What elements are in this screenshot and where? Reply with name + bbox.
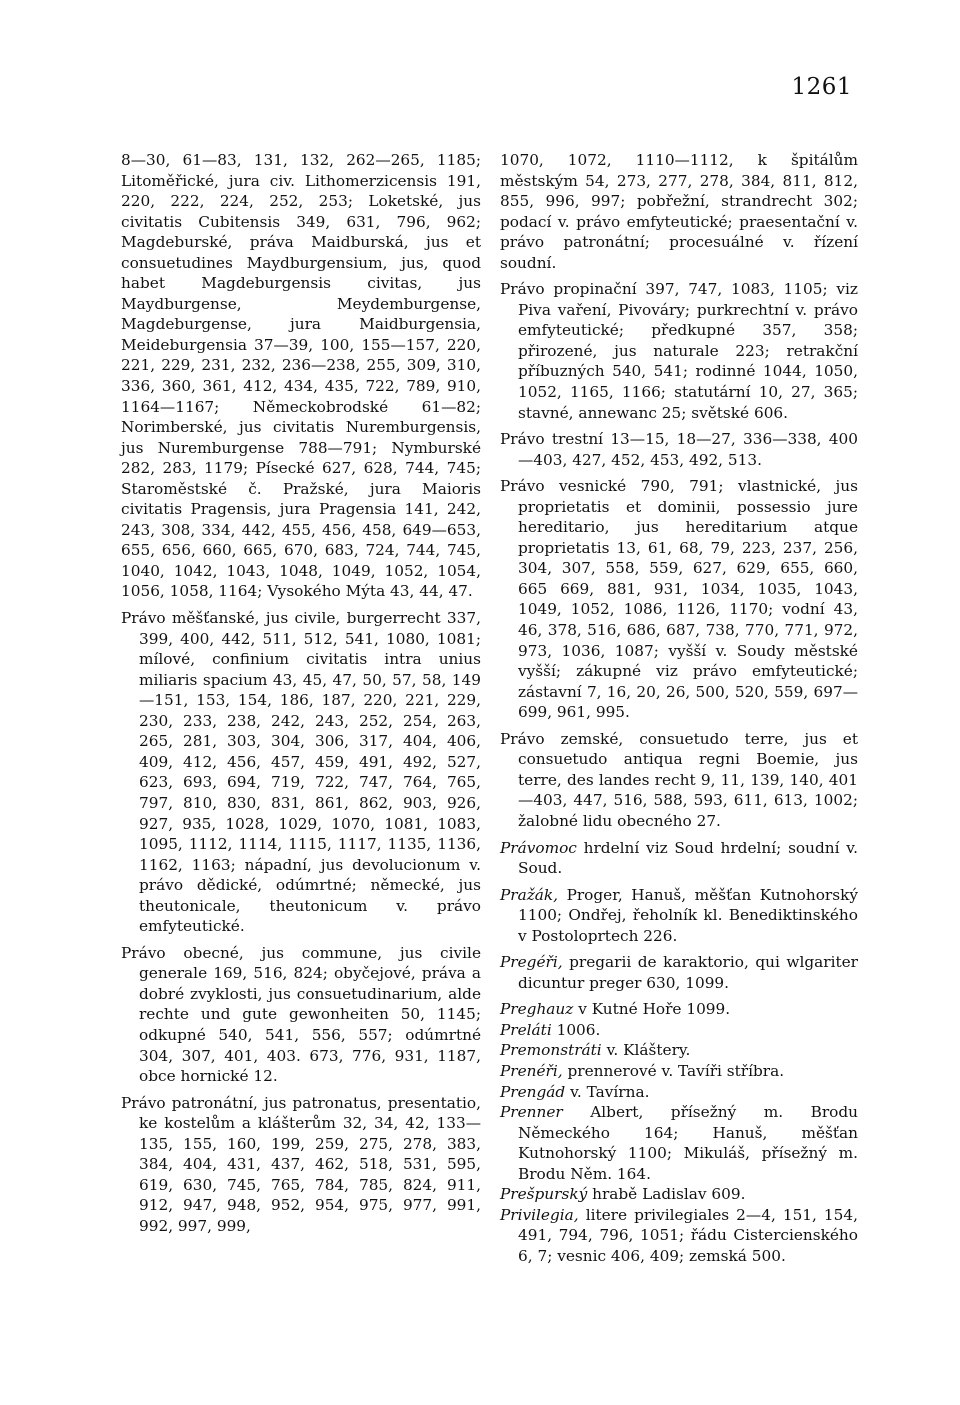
entry-text: zemské, consuetudo terre, jus et consuetudo antiqua regni Boemie, jus terre, des landes recht 9, 11, 139, 140, 401—403, 447, 516, 588, 593, 611, 613, 1002; žalobné lidu obecného 27.: [518, 729, 858, 830]
entry-text: litere privilegiales 2—4, 151, 154, 491, 794, 796, 1051; řádu Cistercienského 6, 7; vesnic 406, 409; zemská 500.: [518, 1205, 858, 1265]
entry-headword: Právo: [500, 729, 545, 748]
entry-headword: Právo: [500, 280, 545, 299]
entry-text: vesnické 790, 791; vlastnické, jus proprietatis et dominii, possessio jure hereditario, jus hereditarium atque proprietatis 13, 61, 68, 79, 223, 237, 256, 304, 307, 558, 559, 627, 629, 655, 660, 665 669, 881, 931, 1034, 1035, 1043, 1049, 1052, 1086, 1126, 1170; vodní 43, 46, 378, 516, 686, 687, 738, 770, 771, 972, 973, 1036, 1087; vyšší v. Soudy městské vyšší; zákupné viz právo emfyteutické; zástavní 7, 16, 20, 26, 500, 520, 559, 697—699, 961, 995.: [518, 477, 858, 722]
index-entry: [500, 150, 858, 273]
entry-headword: Preghauz: [500, 1000, 574, 1019]
entry-headword: Prengád: [500, 1082, 566, 1101]
index-entry: [121, 150, 481, 602]
index-entry: [500, 1040, 858, 1061]
entry-text: Albert, přísežný m. Brodu Německého 164; Hanuš, měšťan Kutnohorský 1100; Mikuláš, přísežný m. Brodu Něm. 164.: [518, 1103, 858, 1183]
entry-headword: Prešpurský: [500, 1185, 588, 1204]
index-entry: [500, 476, 858, 723]
entry-text: v. Kláštery.: [601, 1041, 691, 1060]
index-entry: [500, 429, 858, 470]
index-entry: [500, 1020, 858, 1041]
index-entry: [500, 885, 858, 947]
entry-headword: Privilegia,: [500, 1205, 579, 1224]
entry-headword: Preláti: [500, 1020, 552, 1039]
entry-text: propinační 397, 747, 1083, 1105; viz Piva vaření, Pivováry; purkrechtní v. právo emfyteutické; předkupné 357, 358; přirozené, jus naturale 223; retrakční příbuzných 540, 541; rodinné 1044, 1050, 1052, 1165, 1166; statutární 10, 27, 365; stavné, annewanc 25; světské 606.: [518, 280, 858, 422]
index-entry: [121, 943, 481, 1087]
index-entry: [500, 1061, 858, 1082]
entry-headword: Pregéři,: [500, 953, 563, 972]
entry-headword: Prenner: [500, 1103, 563, 1122]
index-entry: [121, 608, 481, 937]
index-entry: [500, 999, 858, 1020]
right-column: [500, 150, 858, 1266]
entry-headword: Právo: [121, 609, 166, 628]
entry-text: hrabě Ladislav 609.: [587, 1185, 746, 1204]
entry-headword: Právo: [121, 1093, 166, 1112]
entry-text: 1070, 1072, 1110—1112, k špitálům městským 54, 273, 277, 278, 384, 811, 812, 855, 996, 997; pobřežní, strandrecht 302; podací v. právo emfyteutické; praesentační v. právo patronátní; procesuálné v. řízení soudní.: [500, 151, 858, 272]
entry-text: hrdelní viz Soud hrdelní; soudní v. Soud.: [518, 838, 858, 878]
index-entry: [500, 1184, 858, 1205]
entry-headword: Právo: [121, 943, 166, 962]
entry-text: pregarii de karaktorio, qui wlgariter dicuntur preger 630, 1099.: [518, 953, 858, 992]
entry-text: obecné, jus commune, jus civile generale 169, 516, 824; obyčejové, práva a dobré zvyklosti, jus consuetudinarium, alde rechte und gute gewonheiten 50, 1145; odkupné 540, 541, 556, 557; odúmrtné 304, 307, 401, 403. 673, 776, 931, 1187, obce hornické 12.: [139, 943, 481, 1086]
entry-text: 1006.: [551, 1020, 601, 1039]
entry-text: v. Tavírna.: [565, 1082, 650, 1101]
index-entry: [500, 1082, 858, 1103]
page-number: 1261: [791, 74, 852, 100]
entry-text: Proger, Hanuš, měšťan Kutnohorský 1100; Ondřej, řeholník kl. Benediktinského v Postoloprtech 226.: [518, 885, 858, 945]
entry-text: trestní 13—15, 18—27, 336—338, 400—403, 427, 452, 453, 492, 513.: [518, 430, 858, 469]
index-entry: [500, 952, 858, 993]
index-entry: [500, 1205, 858, 1267]
entry-headword: Premonstráti: [500, 1041, 602, 1060]
index-entry: [500, 279, 858, 423]
entry-headword: Pražák,: [500, 885, 559, 904]
index-entry: [121, 1093, 481, 1237]
entry-headword: Právo: [500, 430, 545, 449]
entry-headword: Právo: [500, 477, 545, 496]
entry-headword: Právomoc: [500, 838, 577, 857]
entry-text: 8—30, 61—83, 131, 132, 262—265, 1185; Litoměřické, jura civ. Lithomerzicensis 191, 220, 222, 224, 252, 253; Loketské, jus civitatis Cubitensis 349, 631, 796, 962; Magdeburské, práva Maidburská, jus et consuetudines Maydburgensium, jus, quod habet Magdeburgensis civitas, jus Maydburgense, Meydemburgense, Magdeburgense, jura Maidburgensia, Meideburgensia 37—39, 100, 155—157, 220, 221, 229, 231, 232, 236—238, 255, 309, 310, 336, 360, 361, 412, 434, 435, 722, 789, 910, 1164—1167; Německobrodské 61—82; Norimberské, jus civitatis Nuremburgensis, jus Nuremburgense 788—791; Nymburské 282, 283, 1179; Písecké 627, 628, 744, 745; Staroměstské č. Pražské, jura Maioris civitatis Pragensis, jura Pragensia 141, 242, 243, 308, 334, 442, 455, 456, 458, 649—653, 655, 656, 660, 665, 670, 683, 724, 744, 745, 1040, 1042, 1043, 1048, 1049, 1052, 1054, 1056, 1058, 1164; Vysokého Mýta 43, 44, 47.: [121, 151, 481, 601]
entry-text: prennerové v. Tavíři stříbra.: [562, 1061, 785, 1080]
left-column: [121, 150, 481, 1236]
entry-headword: Prenéři,: [500, 1061, 563, 1080]
index-entry: [500, 729, 858, 832]
entry-text: patronátní, jus patronatus, presentatio, ke kostelům a klášterům 32, 34, 42, 133—135, 155, 160, 199, 259, 275, 278, 383, 384, 404, 431, 437, 462, 518, 531, 595, 619, 630, 745, 765, 784, 785, 824, 911, 912, 947, 948, 952, 954, 975, 977, 991, 992, 997, 999,: [139, 1093, 481, 1235]
index-entry: [500, 1102, 858, 1184]
entry-text: měšťanské, jus civile, burgerrecht 337, 399, 400, 442, 511, 512, 541, 1080, 1081; mílové, confinium civitatis intra unius miliaris spacium 43, 45, 47, 50, 57, 58, 149—151, 153, 154, 186, 187, 220, 221, 229, 230, 233, 238, 242, 243, 252, 254, 263, 265, 281, 303, 304, 306, 317, 404, 406, 409, 412, 456, 457, 459, 491, 492, 527, 623, 693, 694, 719, 722, 747, 764, 765, 797, 810, 830, 831, 861, 862, 903, 926, 927, 935, 1028, 1029, 1070, 1081, 1083, 1095, 1112, 1114, 1115, 1117, 1135, 1136, 1162, 1163; nápadní, jus devolucionum v. právo dědické, odúmrtné; německé, jus theutonicale, theutonicum v. právo emfyteutické.: [139, 609, 481, 936]
entry-text: v Kutné Hoře 1099.: [573, 1000, 731, 1019]
index-entry: [500, 838, 858, 879]
